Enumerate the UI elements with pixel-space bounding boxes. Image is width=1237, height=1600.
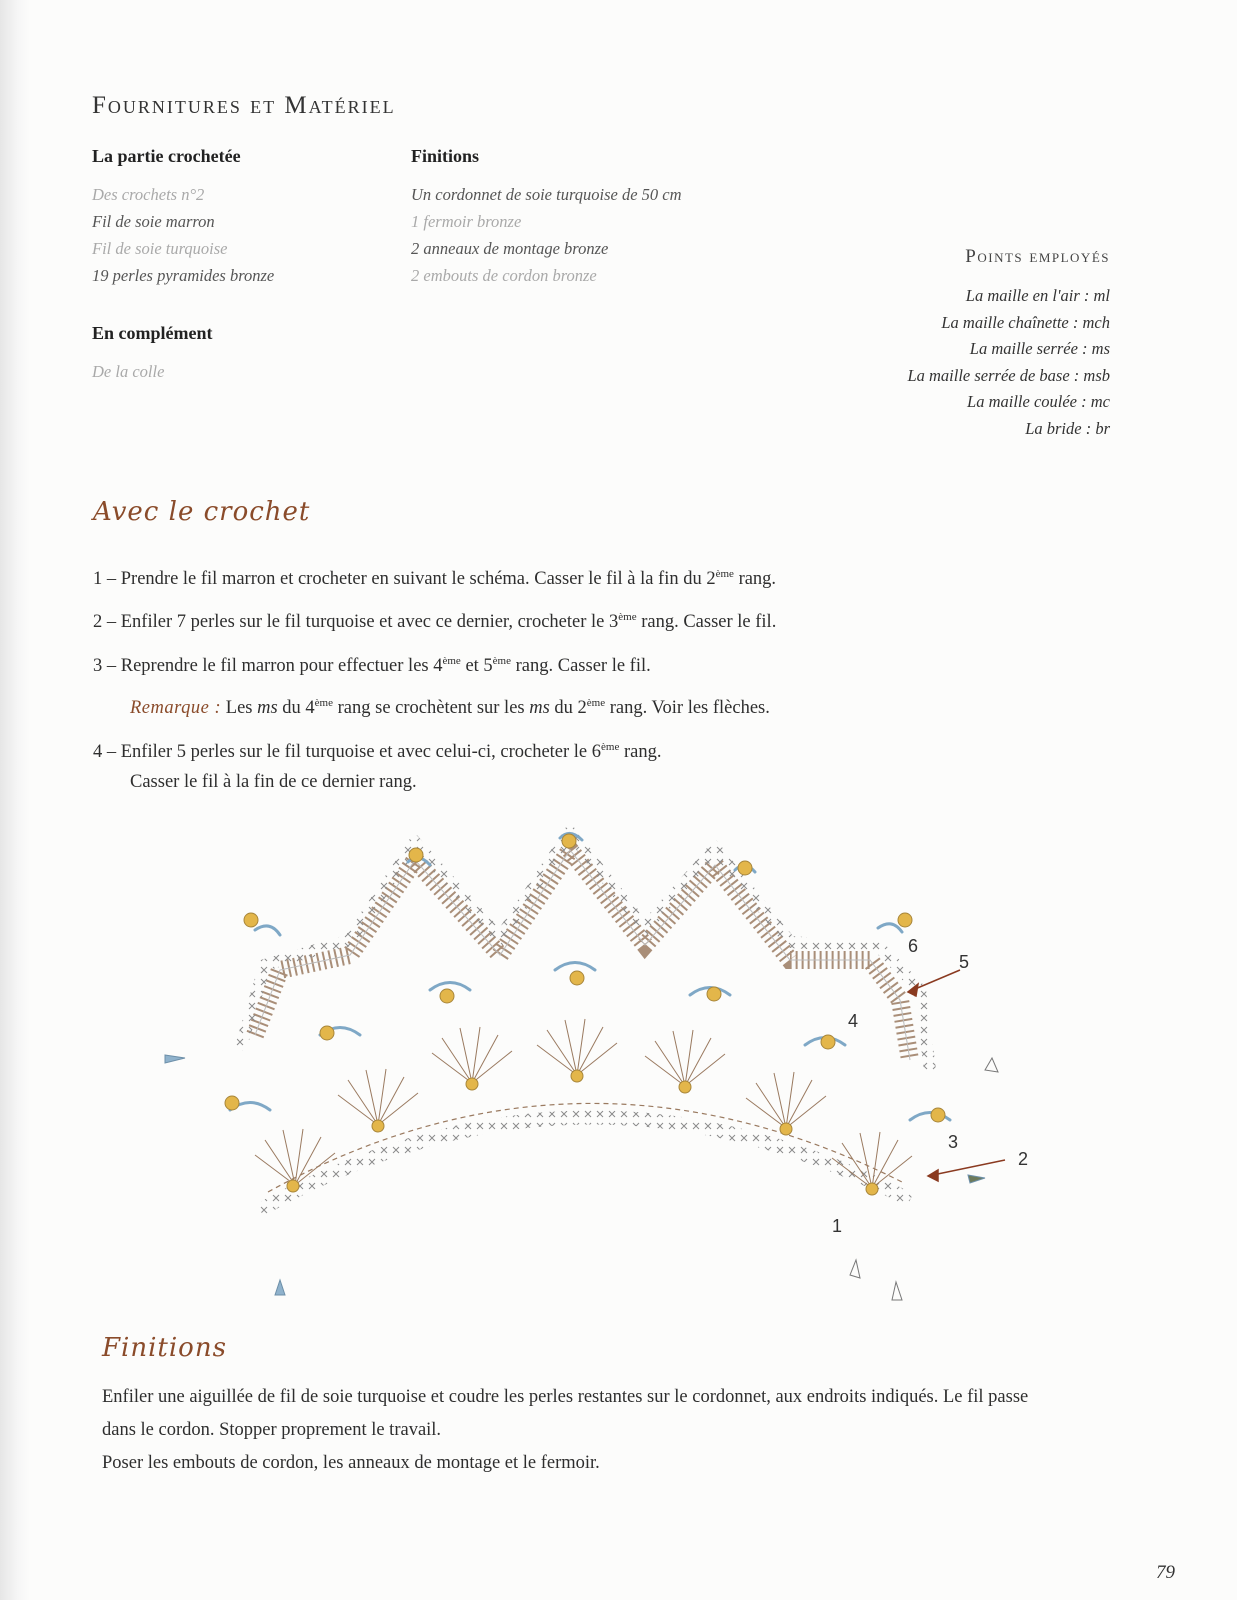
remark: Remarque : Les ms du 4ème rang se crochètent sur les ms du 2ème rang. Voir les flèches.	[130, 697, 770, 719]
supply-item: 19 perles pyramides bronze	[92, 266, 275, 285]
crochet-part-heading: La partie crochetée	[92, 146, 241, 166]
point-item: La maille serrée de base : msb	[907, 365, 1110, 385]
step-3: 3 – Reprendre le fil marron pour effectuer les 4ème et 5ème rang. Casser le fil.	[93, 655, 651, 677]
beads	[225, 834, 945, 1195]
outer-points-row	[255, 850, 910, 1060]
supply-item: 2 embouts de cordon bronze	[411, 266, 597, 285]
point-item: La maille chaînette : mch	[941, 312, 1110, 332]
supply-item: Fil de soie turquoise	[92, 239, 228, 258]
base-arc	[260, 1117, 910, 1210]
page-spine-shadow	[0, 0, 30, 1600]
page-title: Fournitures et Matériel	[92, 92, 396, 119]
crochet-diagram	[150, 820, 1050, 1320]
step-2: 2 – Enfiler 7 perles sur le fil turquoise et avec ce dernier, crocheter le 3ème rang. Casser le fil.	[93, 611, 777, 633]
supply-item: Un cordonnet de soie turquoise de 50 cm	[411, 185, 682, 204]
complement-heading: En complément	[92, 323, 213, 343]
point-item: La bride : br	[1025, 418, 1110, 438]
row-label: 5	[959, 952, 970, 972]
finitions-paragraph-1: Enfiler une aiguillée de fil de soie turquoise et coudre les perles restantes sur le cordonnet, aux endroits indiqués. Le fil passe dans le cordon. Stopper proprement le travail.	[102, 1387, 1029, 1440]
step-4-line2: Casser le fil à la fin de ce dernier rang.	[130, 772, 417, 792]
page-number: 79	[1156, 1562, 1175, 1583]
points-list	[907, 283, 1110, 443]
row-label: 4	[848, 1011, 859, 1031]
points-title: Points employés	[965, 246, 1110, 267]
finitions-section-title: Finitions	[102, 1333, 227, 1363]
row-label: 1	[832, 1216, 843, 1236]
finitions-paragraph-2: Poser les embouts de cordon, les anneaux de montage et le fermoir.	[102, 1453, 600, 1473]
complement-block	[92, 323, 213, 385]
step-1: 1 – Prendre le fil marron et crocheter en suivant le schéma. Casser le fil à la fin du 2ème rang.	[93, 568, 777, 590]
crochet-part-block	[92, 146, 274, 289]
step-4: 4 – Enfiler 5 perles sur le fil turquoise et avec celui-ci, crocheter le 6ème rang.	[93, 741, 662, 763]
supply-item: Des crochets n°2	[92, 185, 205, 204]
supply-item: De la colle	[92, 362, 165, 381]
row-label: 2	[1018, 1149, 1029, 1169]
point-item: La maille serrée : ms	[969, 339, 1110, 359]
turquoise-arcs	[230, 833, 950, 1120]
crochet-section-title: Avec le crochet	[93, 497, 311, 527]
point-item: La maille coulée : mc	[967, 392, 1110, 412]
row-label: 6	[908, 936, 919, 956]
supply-item: 1 fermoir bronze	[411, 212, 522, 231]
supply-item: 2 anneaux de montage bronze	[411, 239, 609, 258]
point-item: La maille en l'air : ml	[965, 286, 1110, 305]
row-label: 3	[948, 1132, 959, 1152]
remark-label: Remarque :	[130, 698, 222, 719]
finitions-supplies-block	[411, 146, 682, 289]
finitions-supplies-heading: Finitions	[411, 146, 480, 166]
supply-item: Fil de soie marron	[92, 212, 215, 231]
